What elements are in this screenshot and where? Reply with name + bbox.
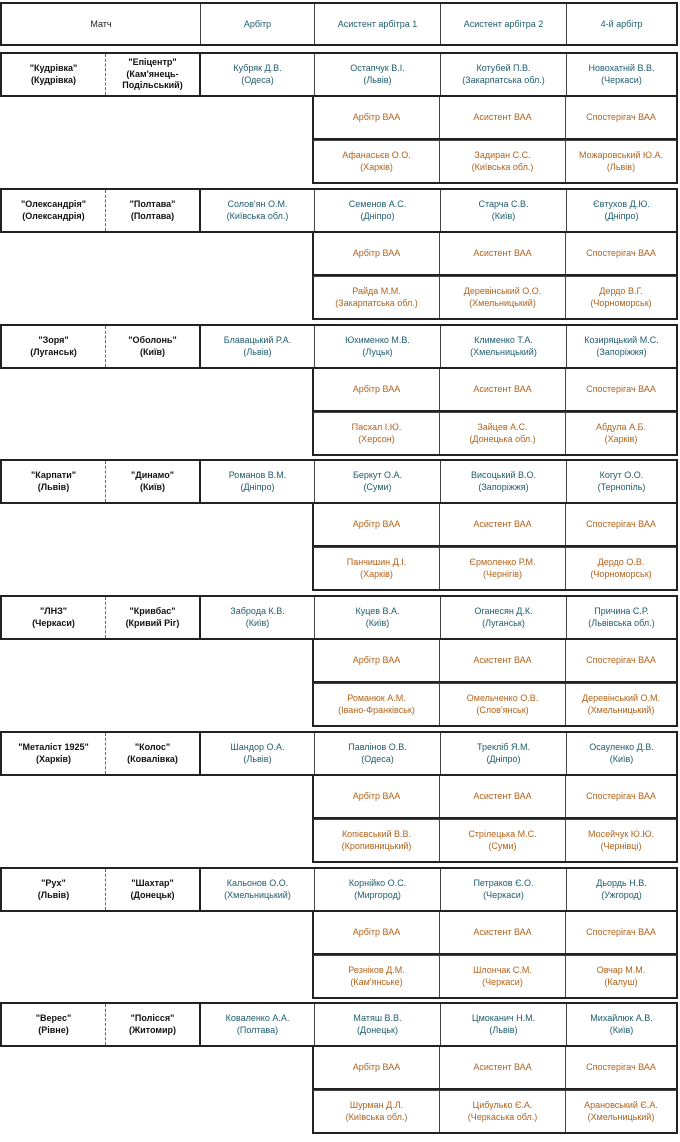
match-block (0, 595, 680, 727)
observer-role-label: Спостерігач ВАА (586, 518, 656, 529)
var-roles-row (312, 97, 678, 140)
match-row (0, 324, 678, 369)
avar-official: Зайцев А.С. (Донецька обл.) (440, 413, 566, 454)
avar-official: Стрілецька М.С. (Суми) (440, 820, 566, 861)
referee-cell: Солов'ян О.М. (Київська обл.) (201, 190, 315, 231)
var-role-label: Арбітр ВАА (314, 776, 440, 817)
avar-role-label: Асистент ВАА (440, 640, 566, 681)
assistant-1-cell: Павлінов О.В. (Одеса) (315, 733, 441, 774)
assistant-2-cell: Оганесян Д.К. (Луганськ) (441, 597, 567, 638)
avar-official: Єрмоленко Р.М. (Чернігів) (440, 548, 566, 589)
avar-role-label: Асистент ВАА (440, 912, 566, 953)
assistant-2-cell: Трекліб Я.М. (Дніпро) (441, 733, 567, 774)
observer-role-label: Спостерігач ВАА (586, 111, 656, 122)
avar-official: Шлончак С.М. (Черкаси) (440, 956, 566, 997)
var-role-label: Арбітр ВАА (314, 504, 440, 545)
referee-cell: Шандор О.А. (Львів) (201, 733, 315, 774)
assistant-2-cell: Клименко Т.А. (Хмельницький) (441, 326, 567, 367)
var-official: Афанасьєв О.О. (Харків) (314, 141, 440, 182)
var-official: Резніков Д.М. (Кам'янське) (314, 956, 440, 997)
var-observer: Овчар М.М. (Калуш) (596, 964, 646, 987)
match-block (0, 52, 680, 184)
home-team: "Зоря" (Луганськ) (2, 326, 106, 367)
home-team: "Олександрія" (Олександрія) (2, 190, 106, 231)
assistant-2-cell: Петраков Є.О. (Черкаси) (441, 869, 567, 910)
assistant-1-cell: Матяш В.В. (Донецьк) (315, 1004, 441, 1045)
away-team: "Динамо" (Київ) (106, 461, 201, 502)
var-roles-row (312, 504, 678, 547)
referee-cell: Кальонов О.О. (Хмельницький) (201, 869, 315, 910)
away-team: "Полісся" (Житомир) (106, 1004, 201, 1045)
var-official: Копієвський В.В. (Кропивницький) (314, 820, 440, 861)
var-official: Райда М.М. (Закарпатська обл.) (314, 277, 440, 318)
avar-role-label: Асистент ВАА (440, 97, 566, 138)
assistant-1-cell: Остапчук В.І. (Львів) (315, 54, 441, 95)
match-block (0, 867, 680, 999)
var-observer: Дердо В.Г. (Чорноморськ) (590, 285, 652, 308)
fourth-official-cell: Дьордь Н.В. (Ужгород) (596, 877, 647, 900)
observer-role-label: Спостерігач ВАА (586, 654, 656, 665)
avar-role-label: Асистент ВАА (440, 1047, 566, 1088)
assistant-1-cell: Семенов А.С. (Дніпро) (315, 190, 441, 231)
away-team: "Оболонь" (Київ) (106, 326, 201, 367)
assistant-1-cell: Корнійко О.С. (Миргород) (315, 869, 441, 910)
away-team: "Шахтар" (Донецьк) (106, 869, 201, 910)
var-official: Пасхал І.Ю. (Херсон) (314, 413, 440, 454)
var-observer: Арановський Є.А. (Хмельницький) (584, 1099, 658, 1122)
var-officials-row (312, 276, 678, 320)
var-role-label: Арбітр ВАА (314, 369, 440, 410)
match-row (0, 459, 678, 504)
var-officials-row (312, 140, 678, 184)
header-assistant-1: Асистент арбітра 1 (315, 4, 441, 44)
var-official: Шурман Д.Л. (Київська обл.) (314, 1091, 440, 1132)
avar-role-label: Асистент ВАА (440, 369, 566, 410)
header-assistant-2: Асистент арбітра 2 (441, 4, 567, 44)
home-team: "Карпати" (Львів) (2, 461, 106, 502)
header-fourth-official: 4-й арбітр (600, 19, 643, 29)
observer-role-label: Спостерігач ВАА (586, 247, 656, 258)
header-referee: Арбітр (201, 4, 315, 44)
home-team: "ЛНЗ" (Черкаси) (2, 597, 106, 638)
var-official: Панчишин Д.І. (Харків) (314, 548, 440, 589)
fourth-official-cell: Євтухов Д.Ю. (Дніпро) (593, 198, 650, 221)
var-observer: Можаровський Ю.А. (Львів) (579, 149, 663, 172)
observer-role-label: Спостерігач ВАА (586, 383, 656, 394)
var-roles-row (312, 233, 678, 276)
var-official: Романюк А.М. (Івано-Франківськ) (314, 684, 440, 725)
avar-official: Цибулько Є.А. (Черкаська обл.) (440, 1091, 566, 1132)
assistant-2-cell: Старча С.В. (Київ) (441, 190, 567, 231)
fourth-official-cell: Козиряцький М.С. (Запоріжжя) (584, 334, 659, 357)
var-roles-row (312, 776, 678, 819)
observer-role-label: Спостерігач ВАА (586, 790, 656, 801)
referee-cell: Коваленко А.А. (Полтава) (201, 1004, 315, 1045)
var-role-label: Арбітр ВАА (314, 912, 440, 953)
fourth-official-cell: Когут О.О. (Тернопіль) (597, 469, 646, 492)
avar-role-label: Асистент ВАА (440, 776, 566, 817)
var-officials-row (312, 819, 678, 863)
match-block (0, 1002, 680, 1134)
home-team: "Металіст 1925" (Харків) (2, 733, 106, 774)
avar-official: Омельченко О.В. (Слов'янськ) (440, 684, 566, 725)
var-role-label: Арбітр ВАА (314, 97, 440, 138)
var-officials-row (312, 412, 678, 456)
referee-cell: Романов В.М. (Дніпро) (201, 461, 315, 502)
var-roles-row (312, 369, 678, 412)
avar-official: Деревінський О.О. (Хмельницький) (440, 277, 566, 318)
away-team: "Кривбас" (Кривий Ріг) (106, 597, 201, 638)
fourth-official-cell: Новохатній В.В. (Черкаси) (588, 62, 655, 85)
var-role-label: Арбітр ВАА (314, 640, 440, 681)
match-row (0, 731, 678, 776)
var-officials-row (312, 683, 678, 727)
match-block (0, 731, 680, 863)
header-match: Матч (2, 4, 201, 44)
observer-role-label: Спостерігач ВАА (586, 926, 656, 937)
match-row (0, 1002, 678, 1047)
match-row (0, 867, 678, 912)
var-roles-row (312, 640, 678, 683)
assistant-1-cell: Беркут О.А. (Суми) (315, 461, 441, 502)
var-officials-row (312, 1090, 678, 1134)
var-roles-row (312, 912, 678, 955)
assistant-2-cell: Цмоканич Н.М. (Львів) (441, 1004, 567, 1045)
assistant-2-cell: Котубей П.В. (Закарпатська обл.) (441, 54, 567, 95)
match-block (0, 324, 680, 456)
var-observer: Деревінський О.М. (Хмельницький) (581, 692, 661, 715)
var-observer: Абдула А.Б. (Харків) (596, 421, 646, 444)
referee-cell: Блавацький Р.А. (Львів) (201, 326, 315, 367)
assistant-1-cell: Куцев В.А. (Київ) (315, 597, 441, 638)
referee-cell: Кубряк Д.В. (Одеса) (201, 54, 315, 95)
match-row (0, 188, 678, 233)
avar-role-label: Асистент ВАА (440, 233, 566, 274)
var-officials-row (312, 547, 678, 591)
match-block (0, 459, 680, 591)
avar-official: Задиран С.С. (Київська обл.) (440, 141, 566, 182)
home-team: "Верес" (Рівне) (2, 1004, 106, 1045)
fourth-official-cell: Михайлюк А.В. (Київ) (590, 1012, 653, 1035)
avar-role-label: Асистент ВАА (440, 504, 566, 545)
observer-role-label: Спостерігач ВАА (586, 1061, 656, 1072)
away-team: "Епіцентр" (Кам'янець- Подільський) (106, 54, 201, 95)
var-observer: Мосейчук Ю.Ю. (Чернівці) (588, 828, 654, 851)
fourth-official-cell: Осауленко Д.В. (Київ) (589, 741, 654, 764)
assistant-1-cell: Юхименко М.В. (Луцьк) (315, 326, 441, 367)
match-row (0, 52, 678, 97)
assistant-2-cell: Висоцький В.О. (Запоріжжя) (441, 461, 567, 502)
away-team: "Полтава" (Полтава) (106, 190, 201, 231)
var-role-label: Арбітр ВАА (314, 1047, 440, 1088)
match-row (0, 595, 678, 640)
match-block (0, 188, 680, 320)
var-roles-row (312, 1047, 678, 1090)
fourth-official-cell: Причина С.Р. (Львівська обл.) (588, 605, 655, 628)
home-team: "Кудрівка" (Кудрівка) (2, 54, 106, 95)
var-observer: Дердо О.В. (Чорноморськ) (590, 556, 652, 579)
table-header (0, 2, 678, 46)
var-officials-row (312, 955, 678, 999)
away-team: "Колос" (Ковалівка) (106, 733, 201, 774)
home-team: "Рух" (Львів) (2, 869, 106, 910)
referee-cell: Заброда К.В. (Київ) (201, 597, 315, 638)
var-role-label: Арбітр ВАА (314, 233, 440, 274)
